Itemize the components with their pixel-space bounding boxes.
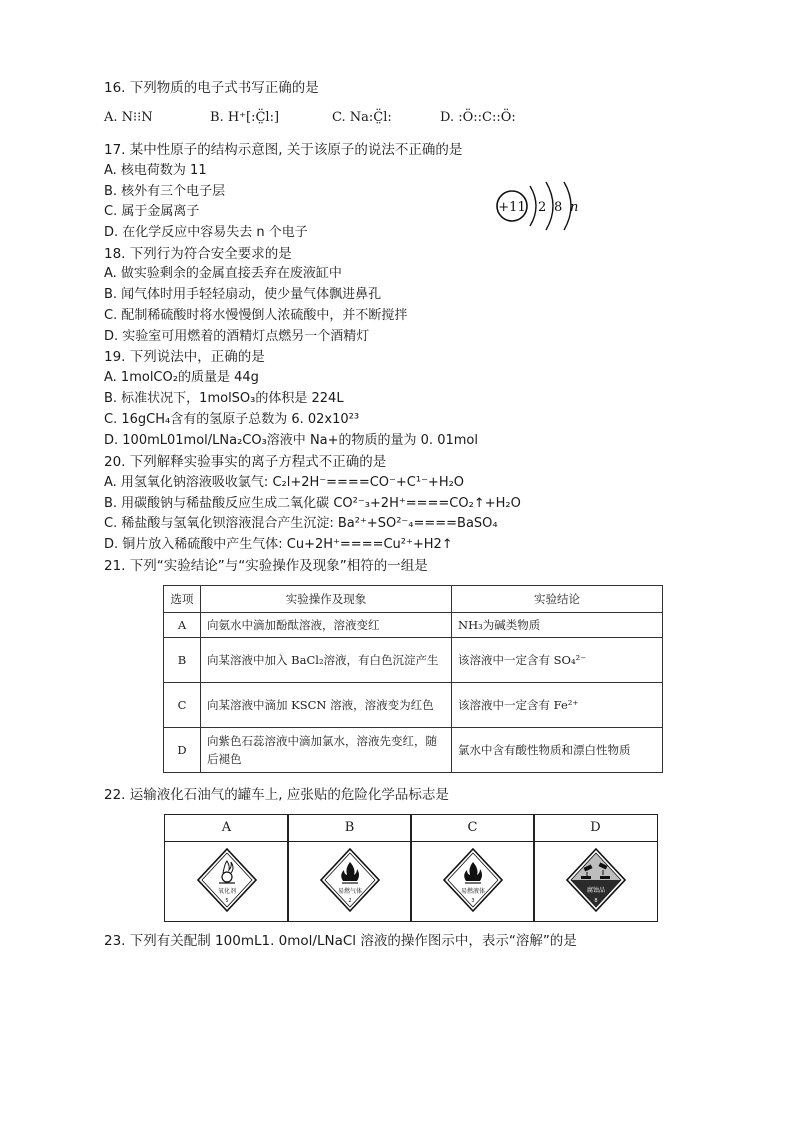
q19-option-d: D. 100mL01mol/LNa₂CO₃溶液中 Na+的物质的量为 0. 01mol — [104, 433, 478, 448]
q21-header-operation: 实验操作及现象 — [201, 586, 452, 613]
oxidizer-icon — [197, 848, 257, 914]
sign-b-number: 2 — [348, 898, 352, 904]
q20-option-b: B. 用碳酸钠与稀盐酸反应生成二氧化碳 CO²⁻₃+2H⁺====CO₂↑+H₂O — [104, 496, 521, 511]
table-row — [164, 638, 663, 683]
q17-option-a: A. 核电荷数为 11 — [104, 163, 207, 178]
hazard-sign-d — [534, 842, 657, 921]
hazard-sign-a — [165, 842, 288, 921]
shell-arc-1 — [530, 186, 536, 226]
sign-d-label: 腐蚀品 — [586, 887, 606, 894]
q21-row-b-operation: 向某溶液中加入 BaCl₂溶液，有白色沉淀产生 — [201, 638, 452, 683]
q21-row-d-conclusion: 氯水中含有酸性物质和漂白性物质 — [452, 728, 663, 773]
q21-row-d-operation: 向紫色石蕊溶液中滴加氯水，溶液先变红，随后褪色 — [201, 728, 452, 773]
q17-option-c: C. 属于金属离子 — [104, 204, 200, 219]
q18-option-d: D. 实验室可用燃着的酒精灯点燃另一个酒精灯 — [104, 329, 370, 344]
q16-stem: 16. 下列物质的电子式书写正确的是 — [104, 80, 319, 96]
q21-row-a-conclusion: NH₃为碱类物质 — [452, 613, 663, 638]
q16-options — [104, 110, 534, 132]
q20-option-c: C. 稀盐酸与氢氧化钡溶液混合产生沉淀: Ba²⁺+SO²⁻₄====BaSO₄ — [104, 516, 498, 531]
q21-row-d-option: D — [164, 728, 201, 773]
q21-header-conclusion: 实验结论 — [452, 586, 663, 613]
q21-row-b-conclusion: 该溶液中一定含有 SO₄²⁻ — [452, 638, 663, 683]
q21-row-c-option: C — [164, 683, 201, 728]
sign-a-label: 氧化剂 — [217, 888, 237, 895]
corrosive-icon — [566, 848, 626, 914]
q22-header-d: D — [590, 820, 601, 835]
q18-option-b: B. 闻气体时用手轻轻扇动，使少量气体飘进鼻孔 — [104, 287, 382, 302]
hazard-sign-b — [288, 842, 411, 921]
q19-stem: 19. 下列说法中，正确的是 — [104, 349, 265, 365]
q22-header-a: A — [221, 820, 232, 835]
q21-row-b-option: B — [164, 638, 201, 683]
q19-option-a: A. 1molCO₂的质量是 44g — [104, 370, 259, 385]
q16-option-c: C. Na:C̤̈l: — [332, 110, 392, 125]
flame-icon — [443, 848, 503, 914]
q18-option-c: C. 配制稀硫酸时将水慢慢倒人浓硫酸中，并不断搅拌 — [104, 308, 408, 323]
q21-row-c-conclusion: 该溶液中一定含有 Fe²⁺ — [452, 683, 663, 728]
sign-c-number: 3 — [471, 898, 475, 904]
q17-option-d: D. 在化学反应中容易失去 n 个电子 — [104, 225, 308, 240]
flame-icon — [320, 848, 380, 914]
q22-header-c: C — [467, 820, 478, 835]
q20-stem: 20. 下列解释实验事实的离子方程式不正确的是 — [104, 454, 387, 470]
q22-stem: 22. 运输液化石油气的罐车上, 应张贴的危险化学品标志是 — [104, 787, 449, 803]
atom-structure-diagram — [490, 178, 610, 238]
q22-header-b: B — [344, 820, 355, 835]
shell-3-count: n — [570, 200, 579, 215]
shell-arc-2 — [546, 182, 553, 230]
q21-header-option: 选项 — [164, 586, 201, 613]
q21-row-a-option: A — [164, 613, 201, 638]
table-row — [164, 728, 663, 773]
q16-option-d: D. :Ö::C::Ö: — [440, 110, 516, 125]
q21-header-row — [164, 586, 663, 613]
q18-option-a: A. 做实验剩余的金属直接丢弃在废液缸中 — [104, 266, 342, 281]
table-row — [164, 613, 663, 638]
q21-row-c-operation: 向某溶液中滴加 KSCN 溶液，溶液变为红色 — [201, 683, 452, 728]
q17-stem: 17. 某中性原子的结构示意图, 关于该原子的说法不正确的是 — [104, 142, 463, 158]
shell-2-count: 8 — [554, 200, 563, 215]
q20-option-d: D. 铜片放入稀硫酸中产生气体: Cu+2H⁺====Cu²⁺+H2↑ — [104, 537, 453, 552]
q23-stem: 23. 下列有关配制 100mL1. 0mol/LNaCl 溶液的操作图示中，表示“溶解”的是 — [104, 933, 577, 949]
q21-table — [163, 585, 663, 773]
nucleus-charge: +11 — [498, 200, 526, 215]
q16-option-b: B. H⁺[:C̤̈l:] — [210, 110, 280, 125]
q19-option-c: C. 16gCH₄含有的氢原子总数为 6. 02x10²³ — [104, 412, 360, 427]
table-row — [164, 683, 663, 728]
shell-1-count: 2 — [538, 200, 547, 215]
q22-hazard-table — [164, 814, 658, 922]
sign-d-number: 8 — [594, 898, 598, 904]
q16-option-a: A. N⁝⁝N — [104, 110, 153, 125]
q21-row-a-operation: 向氨水中滴加酚酞溶液，溶液变红 — [201, 613, 452, 638]
q19-option-b: B. 标准状况下，1molSO₃的体积是 224L — [104, 391, 344, 406]
hazard-sign-c — [411, 842, 534, 921]
q18-stem: 18. 下列行为符合安全要求的是 — [104, 246, 292, 262]
q17-option-b: B. 核外有三个电子层 — [104, 184, 226, 199]
q21-stem: 21. 下列“实验结论”与“实验操作及现象”相符的一组是 — [104, 558, 428, 574]
sign-b-label: 易燃气体 — [337, 888, 363, 895]
q20-option-a: A. 用氢氧化钠溶液吸收氯气: C₂l+2H⁻====CO⁻+C¹⁻+H₂O — [104, 475, 465, 490]
sign-a-number: 5 — [225, 898, 229, 904]
sign-c-label: 易燃液体 — [460, 888, 486, 895]
